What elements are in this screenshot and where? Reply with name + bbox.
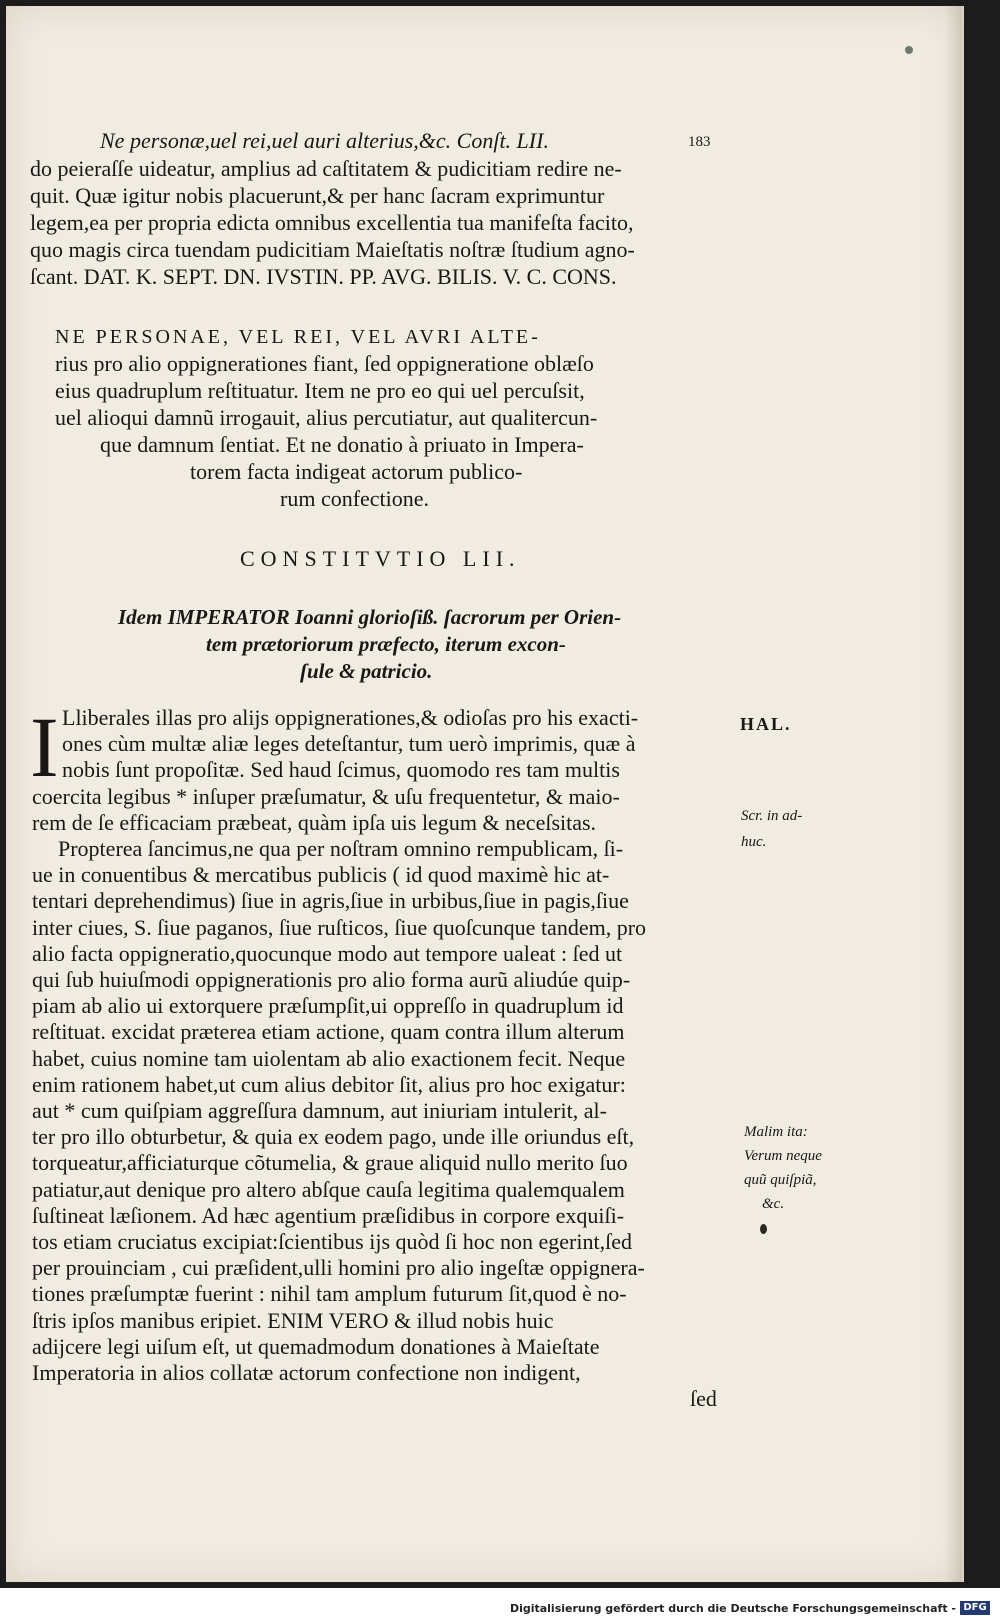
margin-note-scr-line1: Scr. in ad- xyxy=(741,808,803,824)
body-text-line: rem de ſe efficaciam præbeat, quàm ipſa uis legum & neceſsitas. xyxy=(32,809,597,835)
body-text-line: tos etiam cruciatus excipiat:ſcientibus ijs quòd ſi hoc non egerint,ſed xyxy=(32,1229,632,1254)
body-text-line: ſuſtineat læſionem. Ad hæc agentium præſidibus in corpore exquiſi- xyxy=(32,1202,625,1228)
top-text-line: ſcant. DAT. K. SEPT. DN. IVSTIN. PP. AVG. BILIS. V. C. CONS. xyxy=(30,264,617,289)
footer-credit: Digitalisierung gefördert durch die Deutsche Forschungsgemeinschaft - xyxy=(509,1602,956,1615)
margin-note-malim-line4: &c. xyxy=(762,1196,785,1212)
intro-line: Idem IMPERATOR Ioanni glorioſiß. ſacrorum per Orien- xyxy=(118,605,622,629)
summary-line: eius quadruplum reſtituatur. Item ne pro eo qui uel percuſsit, xyxy=(55,378,585,403)
body-text-line: ue in conuentibus & mercatibus publicis ( id quod maximè hic at- xyxy=(32,862,610,888)
body-text-line: habet, cuius nomine tam uiolentam ab alio exactionem fecit. Neque xyxy=(32,1045,626,1071)
body-text-line: tiones præſumptæ fuerint : nihil tam amplum futurum ſit,quod è no- xyxy=(32,1281,627,1307)
ink-speck xyxy=(760,1224,767,1234)
page-edge-shadow xyxy=(944,6,962,1582)
margin-note-malim-line1: Malim ita: xyxy=(744,1124,808,1140)
body-text-line: inter ciues, S. ſiue paganos, ſiue ruſticos, ſiue quoſcunque tandem, pro xyxy=(32,914,647,940)
summary-line: que damnum ſentiat. Et ne donatio à priuato in Impera- xyxy=(100,432,584,457)
dfg-logo: DFG xyxy=(960,1601,990,1615)
running-head: Ne personæ,uel rei,uel auri alterius,&c. Conſt. LII. xyxy=(100,128,549,153)
body-text-line: Lliberales illas pro alijs oppignerationes,& odioſas pro his exacti- xyxy=(62,705,639,730)
intro-line: tem prætoriorum præfecto, iterum excon- xyxy=(206,632,566,656)
body-text-line: ter pro illo obturbetur, & quia ex eodem pago, unde ille oriundus eſt, xyxy=(32,1124,635,1150)
summary-line: uel alioqui damnũ irrogauit, alius percutiatur, aut qualitercun- xyxy=(55,405,598,430)
top-text-line: do peieraſſe uideatur, amplius ad caſtitatem & pudicitiam redire ne- xyxy=(30,156,622,181)
margin-note-malim-line2: Verum neque xyxy=(744,1148,822,1164)
body-text-line: Propterea ſancimus,ne qua per noſtram omnino rempublicam, ſi- xyxy=(58,836,624,861)
body-text-line: nobis ſunt propoſitæ. Sed haud ſcimus, quomodo res tam multis xyxy=(62,757,620,783)
ink-speck xyxy=(905,46,913,54)
body-text-line: tentari deprehendimus) ſiue in agris,ſiue in urbibus,ſiue in pagis,ſiue xyxy=(32,888,629,914)
summary-line: rum confectione. xyxy=(280,486,430,511)
body-text-line: per prouinciam , cui præſident,ulli homini pro alio ingeſtæ oppignera- xyxy=(32,1255,645,1281)
summary-line: NE PERSONAE, VEL REI, VEL AVRI ALTE- xyxy=(55,326,541,348)
margin-note-scr-line2: huc. xyxy=(741,834,767,850)
body-text-line: reſtituat. excidat præterea etiam actione, quam contra illum alterum xyxy=(32,1019,625,1045)
body-text-line: coercita legibus * inſuper præſumatur, & uſu frequentetur, & maio- xyxy=(32,783,620,809)
intro-line: ſule & patricio. xyxy=(300,659,433,683)
body-text-line: ſed xyxy=(690,1386,717,1412)
top-text-line: legem,ea per propria edicta omnibus excellentia tua manifeſta facito, xyxy=(30,210,634,235)
summary-line: rius pro alio oppignerationes fiant, ſed oppigneratione oblæſo xyxy=(55,351,594,376)
constitutio-heading: CONSTITVTIO LII. xyxy=(240,546,521,571)
drop-cap: I xyxy=(30,699,59,795)
body-text-line: alio facta oppigneratio,quocunque modo aut tempore ualeat : ſed ut xyxy=(32,940,623,966)
body-text-line: ſtris ipſos manibus eripiet. ENIM VERO & illud nobis huic xyxy=(32,1307,554,1333)
top-text-line: quo magis circa tuendam pudicitiam Maieſtatis noſtræ ſtudium agno- xyxy=(30,237,635,262)
margin-note-hal: HAL. xyxy=(740,714,792,734)
body-text-line: ones cùm multæ aliæ leges deteſtantur, tum uerò imprimis, quæ à xyxy=(62,731,636,757)
body-text-line: enim rationem habet,ut cum alius debitor ſit, alius pro hoc exigatur: xyxy=(32,1071,626,1097)
body-text-line: Imperatoria in alios collatæ actorum confectione non indigent, xyxy=(32,1360,581,1385)
body-text-line: patiatur,aut denique pro altero abſque cauſa legitima qualemqualem xyxy=(32,1176,625,1202)
body-text-line: aut * cum quiſpiam aggreſſura damnum, aut iniuriam intulerit, al- xyxy=(32,1098,607,1123)
folio-number: 183 xyxy=(688,134,711,150)
body-text-line: adijcere legi uiſum eſt, ut quemadmodum donationes à Maieſtate xyxy=(32,1333,600,1359)
body-text-line: qui ſub huiuſmodi oppignerationis pro alio forma aurũ aliudúe quip- xyxy=(32,967,631,992)
summary-line: torem facta indigeat actorum publico- xyxy=(190,459,523,484)
top-text-line: quit. Quæ igitur nobis placuerunt,& per hanc ſacram exprimuntur xyxy=(30,183,605,208)
margin-note-malim-line3: quũ quiſpiã, xyxy=(744,1172,817,1188)
body-text-line: torqueatur,afficiaturque cõtumelia, & graue aliquid nullo merito ſuo xyxy=(32,1150,628,1176)
body-text-line: piam ab alio ui extorquere præſumpſit,ui oppreſſo in quadruplum id xyxy=(32,993,624,1019)
